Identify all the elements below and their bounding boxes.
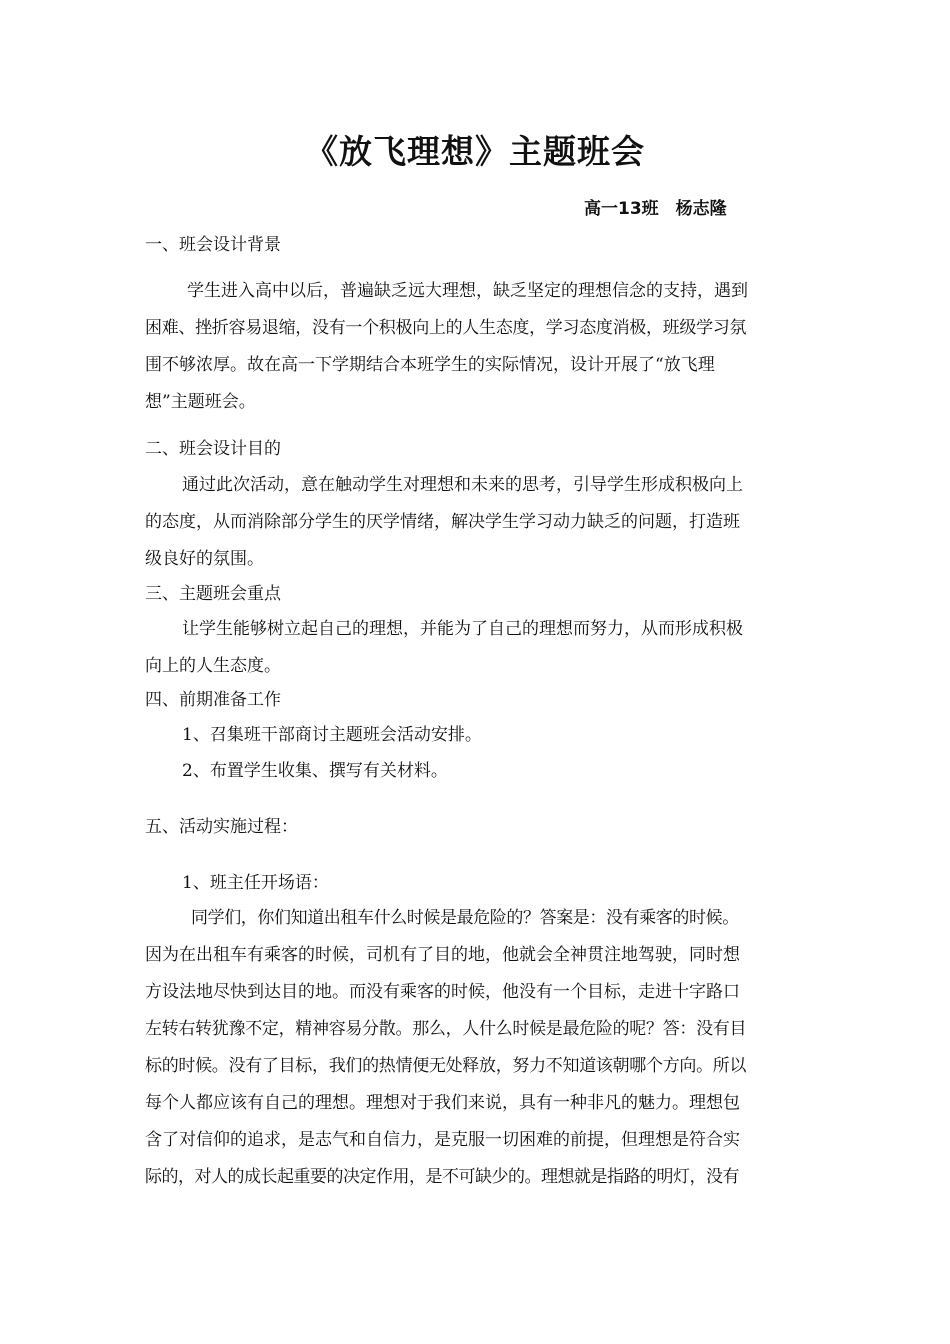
paragraph-line: 含了对信仰的追求，是志气和自信力，是克服一切困难的前提，但理想是符合实: [145, 1130, 740, 1150]
section-heading-background: 一、班会设计背景: [145, 235, 281, 255]
paragraph-line: 通过此次活动，意在触动学生对理想和未来的思考，引导学生形成积极向上: [182, 475, 743, 495]
section-heading-purpose: 二、班会设计目的: [145, 439, 281, 459]
paragraph-line: 方设法地尽快到达目的地。而没有乘客的时候，他没有一个目标，走进十字路口: [145, 982, 740, 1002]
paragraph-line: 围不够浓厚。故在高一下学期结合本班学生的实际情况，设计开展了“放飞理: [145, 355, 715, 375]
section-heading-focus: 三、主题班会重点: [145, 584, 281, 604]
paragraph-line: 左转右转犹豫不定，精神容易分散。那么，人什么时候是最危险的呢？答：没有目: [145, 1019, 747, 1039]
list-item: 1、召集班干部商讨主题班会活动安排。: [182, 725, 482, 745]
author-line: 高一13班 杨志隆: [584, 199, 727, 219]
section-heading-process: 五、活动实施过程：: [145, 817, 298, 837]
list-item: 2、布置学生收集、撰写有关材料。: [182, 761, 448, 781]
paragraph-line: 的态度，从而消除部分学生的厌学情绪，解决学生学习动力缺乏的问题，打造班: [145, 512, 740, 532]
paragraph-line: 学生进入高中以后，普遍缺乏远大理想，缺乏坚定的理想信念的支持，遇到: [187, 281, 748, 301]
paragraph-line: 想”主题班会。: [145, 392, 256, 412]
paragraph-line: 级良好的氛围。: [145, 549, 264, 569]
paragraph-line: 同学们，你们知道出租车什么时候是最危险的？答案是：没有乘客的时候。: [191, 908, 739, 928]
subheading: 1、班主任开场语：: [182, 873, 329, 893]
paragraph-line: 每个人都应该有自己的理想。理想对于我们来说，具有一种非凡的魅力。理想包: [145, 1093, 740, 1113]
section-heading-preparation: 四、前期准备工作: [145, 690, 281, 710]
document-title: 《放飞理想》主题班会: [305, 132, 645, 171]
paragraph-line: 向上的人生态度。: [145, 656, 281, 676]
paragraph-line: 际的，对人的成长起重要的决定作用，是不可缺少的。理想就是指路的明灯，没有: [145, 1167, 739, 1187]
paragraph-line: 让学生能够树立起自己的理想，并能为了自己的理想而努力，从而形成积极: [182, 619, 743, 639]
paragraph-line: 因为在出租车有乘客的时候，司机有了目的地，他就会全神贯注地驾驶，同时想: [145, 945, 740, 965]
paragraph-line: 困难、挫折容易退缩，没有一个积极向上的人生态度，学习态度消极，班级学习氛: [145, 318, 747, 338]
paragraph-line: 标的时候。没有了目标，我们的热情便无处释放，努力不知道该朝哪个方向。所以: [145, 1056, 747, 1076]
